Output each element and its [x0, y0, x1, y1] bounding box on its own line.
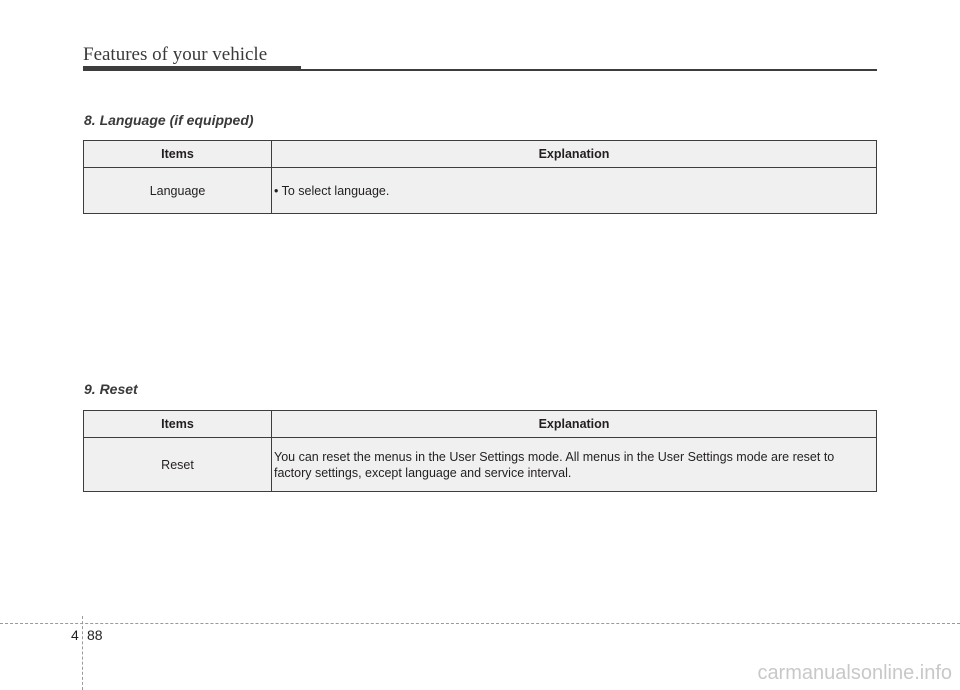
chapter-number: 4	[71, 627, 79, 643]
section-title-language: 8. Language (if equipped)	[84, 112, 254, 128]
section-title-reset: 9. Reset	[84, 381, 138, 397]
header-rule-thick	[83, 66, 301, 71]
table-header-row	[84, 141, 877, 168]
footer-divider	[0, 623, 960, 624]
column-header-explanation: Explanation	[272, 411, 877, 438]
page-number: 88	[87, 627, 103, 643]
header-rule-thin	[301, 69, 877, 71]
footer-vertical-divider	[82, 616, 83, 690]
table-header-row	[84, 411, 877, 438]
column-header-items: Items	[84, 411, 272, 438]
table-cell-item: Language	[84, 168, 272, 214]
watermark: carmanualsonline.info	[757, 662, 952, 684]
language-table	[83, 140, 877, 214]
table-cell-explanation: • To select language.	[272, 168, 877, 214]
table-row	[84, 168, 877, 214]
column-header-explanation: Explanation	[272, 141, 877, 168]
table-row	[84, 438, 877, 492]
column-header-items: Items	[84, 141, 272, 168]
table-cell-explanation: You can reset the menus in the User Settings mode. All menus in the User Settings mode are reset to factory settings, except language and service interval.	[272, 438, 877, 492]
reset-table	[83, 410, 877, 492]
table-cell-item: Reset	[84, 438, 272, 492]
page-header-title: Features of your vehicle	[83, 44, 268, 65]
